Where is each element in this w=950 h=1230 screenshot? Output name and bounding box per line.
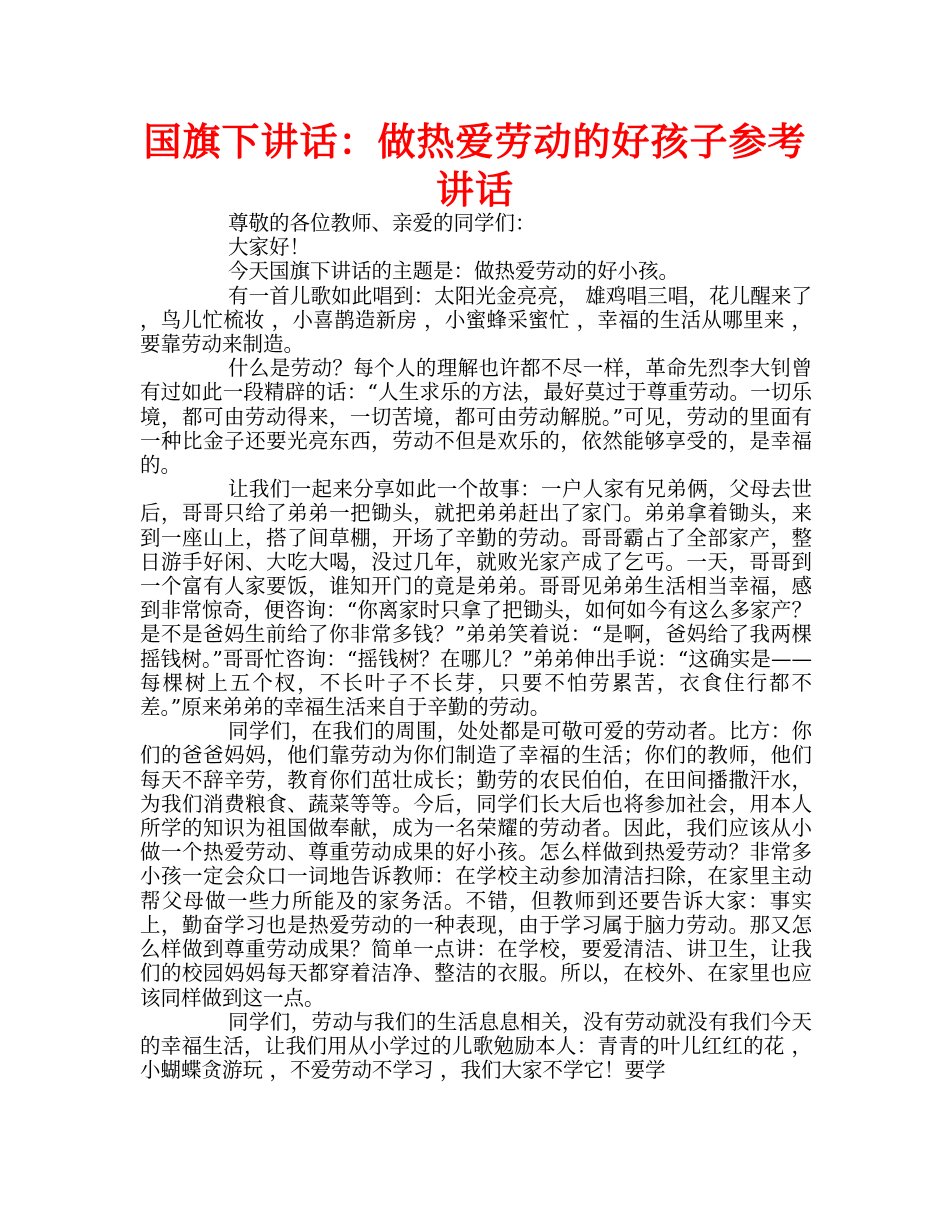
song-paragraph: 有一首儿歌如此唱到：太阳光金亮亮， 雄鸡唱三唱，花儿醒来了 ，鸟儿忙梳妆 ，小喜鹊造新房 ，小蜜蜂采蜜忙 ，幸福的生活从哪里来 ，要靠劳动来制造。: [140, 283, 812, 357]
theme-paragraph: 今天国旗下讲话的主题是：做热爱劳动的好小孩。: [228, 259, 679, 284]
document-title: 国旗下讲话：做热爱劳动的好孩子参考讲话: [143, 120, 807, 212]
labor-meaning-paragraph: 什么是劳动？每个人的理解也许都不尽一样，革命先烈李大钊曾有过如此一段精辟的话：“人生求乐的方法，最好莫过于尊重劳动。一切乐境，都可由劳动得来，一切苦境，都可由劳动解脱。”可见，劳动的里面有一种比金子还要光亮东西，劳动不但是欢乐的，依然能够享受的，是幸福的。: [140, 356, 812, 478]
closing-paragraph: 同学们，劳动与我们的生活息息相关，没有劳动就没有我们今天的幸福生活，让我们用从小学过的儿歌勉励本人：青青的叶儿红红的花 ，小蝴蝶贪游玩 ，不爱劳动不学习 ，我们大家不学它！要学: [140, 1009, 812, 1083]
hello-paragraph: 大家好！: [228, 235, 310, 260]
workers-paragraph: 同学们，在我们的周围，处处都是可敬可爱的劳动者。比方：你们的爸爸妈妈，他们靠劳动为你们制造了幸福的生活；你们的教师，他们每天不辞辛劳，教育你们茁壮成长；勤劳的农民伯伯，在田间播撒汗水，为我们消费粮食、蔬菜等等。今后，同学们长大后也将参加社会，用本人所学的知识为祖国做奉献，成为一名荣耀的劳动者。因此，我们应该从小做一个热爱劳动、尊重劳动成果的好小孩。怎么样做到热爱劳动？非常多小孩一定会众口一词地告诉教师：在学校主动参加清洁扫除，在家里主动帮父母做一些力所能及的家务活。不错，但教师到还要告诉大家：事实上，勤奋学习也是热爱劳动的一种表现，由于学习属于脑力劳动。那又怎么样做到尊重劳动成果？简单一点讲：在学校，要爱清洁、讲卫生，让我们的校园妈妈每天都穿着洁净、整洁的衣服。所以，在校外、在家里也应该同样做到这一点。: [140, 719, 812, 1010]
story-paragraph: 让我们一起来分享如此一个故事：一户人家有兄弟俩，父母去世后，哥哥只给了弟弟一把锄头，就把弟弟赶出了家门。弟弟拿着锄头，来到一座山上，搭了间草棚，开场了辛勤的劳动。哥哥霸占了全部家产，整日游手好闲、大吃大喝，没过几年，就败光家产成了乞丐。一天，哥哥到一个富有人家要饭，谁知开门的竟是弟弟。哥哥见弟弟生活相当幸福，感到非常惊奇，便咨询：“你离家时只拿了把锄头，如何如今有这么多家产？是不是爸妈生前给了你非常多钱？”弟弟笑着说：“是啊，爸妈给了我两棵摇钱树。”哥哥忙咨询：“摇钱树？在哪儿？”弟弟伸出手说：“这确实是——每棵树上五个杈，不长叶子不长芽，只要不怕劳累苦，衣食住行都不差。”原来弟弟的幸福生活来自于辛勤的劳动。: [140, 477, 812, 720]
document-body: [140, 211, 812, 1082]
greeting-paragraph: 尊敬的各位教师、亲爱的同学们：: [228, 211, 536, 235]
